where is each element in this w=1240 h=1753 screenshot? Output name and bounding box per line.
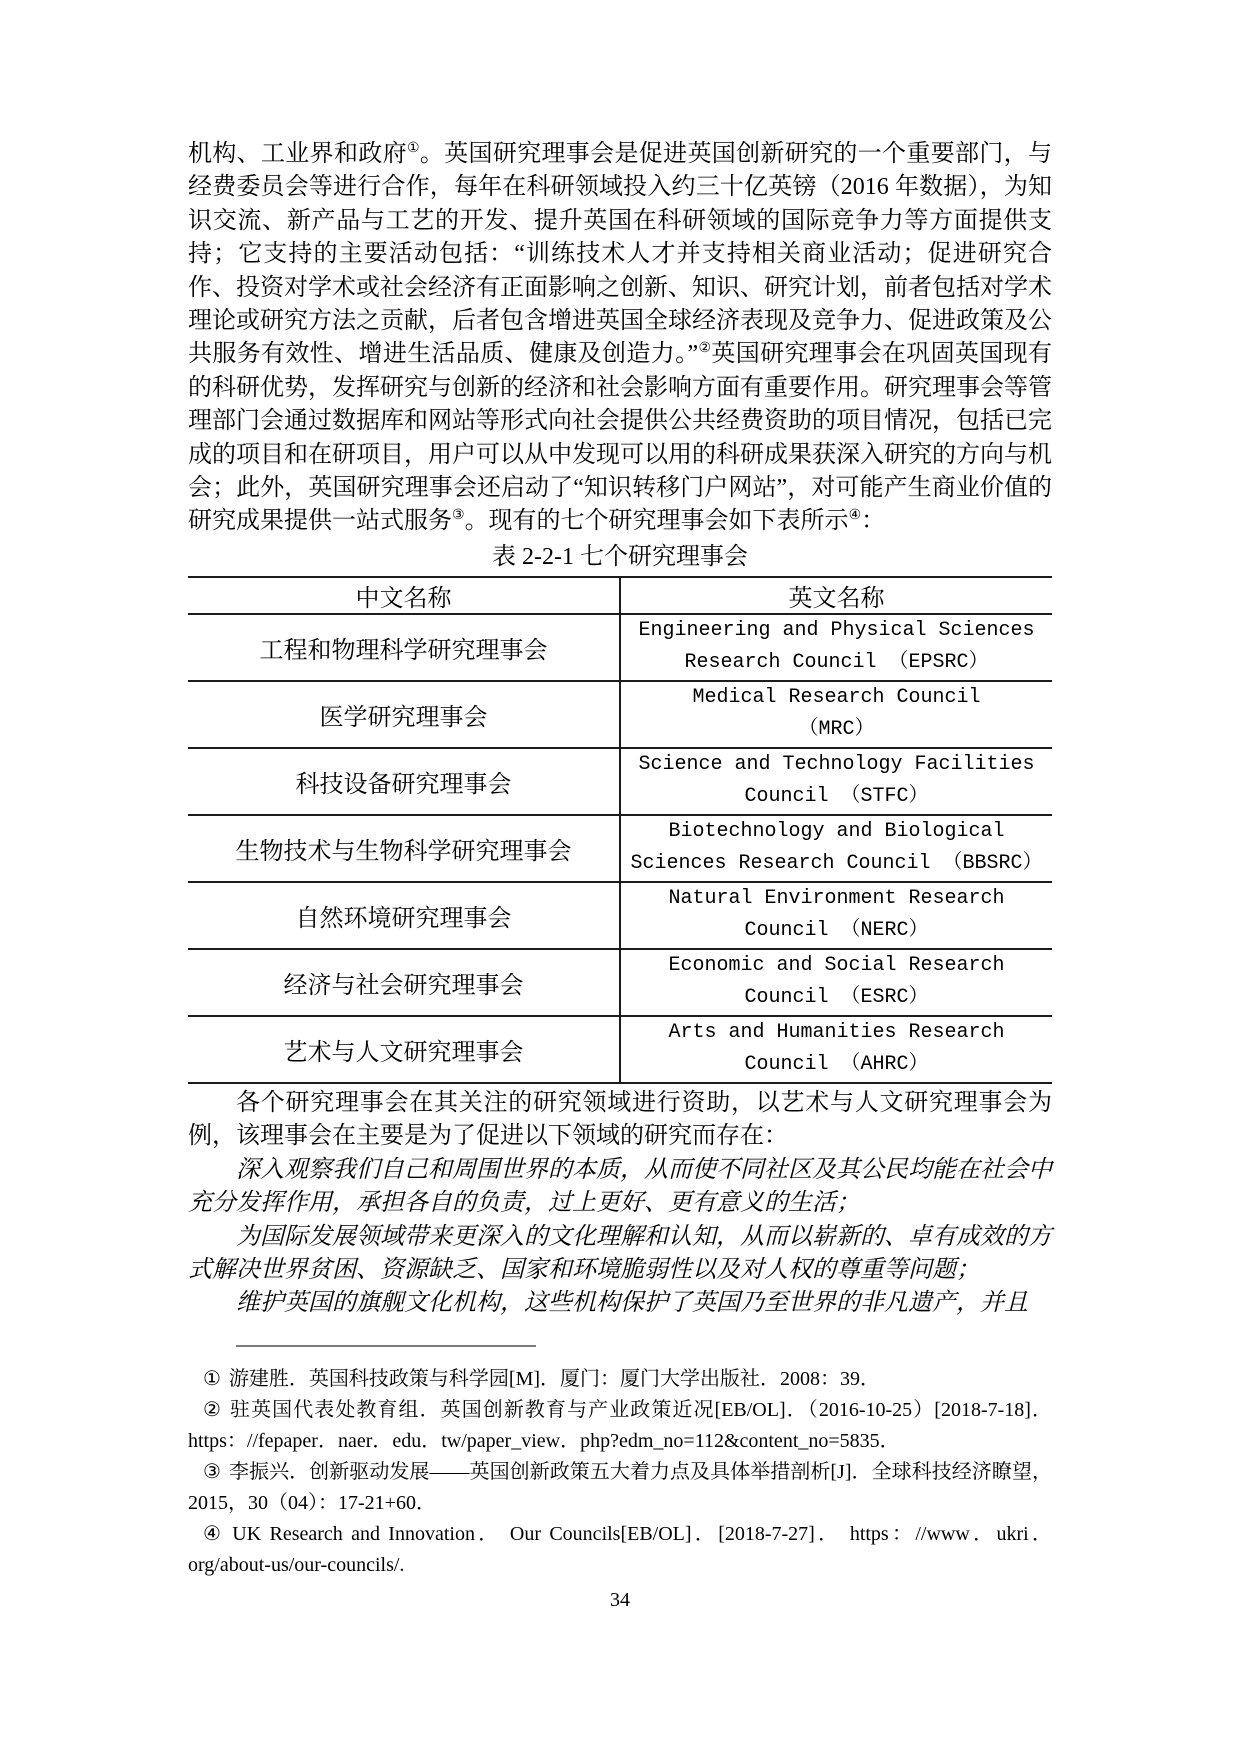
en-name-cell [620,815,1052,882]
en-name-cell [620,748,1052,815]
body-text-segment: 机构、工业界和政府 [188,141,407,167]
en-name-line: Science and Technology Facilities [638,753,1035,777]
table-row [188,681,1052,748]
page-number: 34 [610,1588,630,1611]
en-name-line: Medical Research Council [692,686,981,710]
en-name-cell [620,882,1052,949]
header-cell-en: 英文名称 [788,585,885,612]
en-name-line: Council （AHRC） [744,1053,929,1077]
en-name-cell [620,681,1052,748]
en-name-cell [620,949,1052,1016]
body-text-segment: ： [861,508,886,535]
footnote-ref-2: ② [698,341,712,357]
en-name-line: Research Council （EPSRC） [684,651,989,675]
footnote-marker: ④ [203,1522,225,1545]
en-name-line: Engineering and Physical Sciences [638,619,1035,643]
table-header-row [188,577,1052,614]
en-name-line: Arts and Humanities Research [668,1021,1005,1045]
en-name-line: Council （ESRC） [744,986,929,1010]
footnote-text: 游建胜．英国科技政策与科学园[M]．厦门：厦门大学出版社．2008：39． [228,1367,881,1390]
table-caption: 表 2-2-1 七个研究理事会 [492,543,748,570]
cn-name-cell: 艺术与人文研究理事会 [188,1016,620,1083]
body-text-paragraph [188,138,1052,539]
body-text-segment: 英国研究理事会在巩固英国现有的科研优势，发挥研究与创新的经济和社会影响方面有重要作用。研究理事会等管理部门会通过数据库和网站等形式向社会提供公共经费资助的项目情况，包括已完成的项目和在研项目，用户可以从中发现可以用的科研成果获深入研究的方向与机会；此外，英国研究理事会还启动了“知识转移门户网站”，对可能产生商业价值的研究成果提供一站式服务 [188,341,1052,535]
en-name-cell [620,614,1052,681]
en-name-cell [620,1016,1052,1083]
en-name-line: Economic and Social Research [668,954,1005,978]
en-name-line: Council （STFC） [744,785,929,809]
table-row [188,882,1052,949]
footnote-marker: ③ [203,1460,221,1483]
footnote-ref-3: ③ [452,508,465,524]
table-row [188,1016,1052,1083]
footnote-ref-1: ① [406,141,420,156]
cn-name-cell: 医学研究理事会 [188,681,620,748]
table-row [188,614,1052,681]
footnote-item-4 [188,1519,1052,1581]
en-name-line: Sciences Research Council （BBSRC） [630,852,1043,876]
table-row [188,949,1052,1016]
body-text-segment: 。现有的七个研究理事会如下表所示 [464,508,849,535]
footnote-separator [236,1345,536,1347]
research-councils-table [188,576,1052,1084]
header-cell-cn: 中文名称 [188,577,620,614]
cn-name-cell: 工程和物理科学研究理事会 [188,614,620,681]
page-content-column [188,138,1052,1612]
footnote-area [188,1345,1052,1581]
intro-paragraph: 各个研究理事会在其关注的研究领域进行资助，以艺术与人文研究理事会为例，该理事会在主要是为了促进以下领域的研究而存在： [188,1089,1052,1150]
footnote-ref-4: ④ [848,508,862,524]
cn-name-cell: 经济与社会研究理事会 [188,949,620,1016]
en-name-line: Council （NERC） [744,919,929,943]
footnote-text: 驻英国代表处教育组．英国创新教育与产业政策近况[EB/OL]．（2016-10-25）[2018-7-18]．https：//fepaper．naer．edu．tw/paper_view．php?edm_no=112&content_no=5835． [188,1398,1052,1452]
footnote-text: UK Research and Innovation． Our Councils[EB/OL]．[2018-7-27]． https：//www．ukri．org/about-us/our-councils/. [188,1522,1052,1576]
body-text-segment: 。英国研究理事会是促进英国创新研究的一个重要部门，与经费委员会等进行合作，每年在科研领域投入约三十亿英镑（2016 年数据），为知识交流、新产品与工艺的开发、提升英国在科研领域的国际竞争力等方面提供支持；它支持的主要活动包括：“训练技术人才并支持相关商业活动；促进研究合作、投资对学术或社会经济有正面影响之创新、知识、研究计划，前者包括对学术理论或研究方法之贡献，后者包含增进英国全球经济表现及竞争力、促进政策及公共服务有效性、增进生活品质、健康及创造力。” [188,141,1053,368]
table-row [188,748,1052,815]
quote-paragraph-2: 为国际发展领域带来更深入的文化理解和认知，从而以崭新的、卓有成效的方式解决世界贫困、资源缺乏、国家和环境脆弱性以及对人权的尊重等问题； [188,1223,1052,1283]
cn-name-cell: 科技设备研究理事会 [188,748,620,815]
footnote-list [188,1364,1052,1581]
table-row [188,815,1052,882]
cn-name-cell: 自然环境研究理事会 [188,882,620,949]
footnote-item-1 [188,1364,1052,1395]
en-name-line: Natural Environment Research [668,887,1005,911]
footnote-marker: ① [203,1367,221,1390]
quote-paragraph-3: 维护英国的旗舰文化机构，这些机构保护了英国乃至世界的非凡遗产，并且 [236,1290,1028,1317]
cn-name-cell: 生物技术与生物科学研究理事会 [188,815,620,882]
footnote-text: 李振兴．创新驱动发展——英国创新政策五大着力点及具体举措剖析[J]．全球科技经济瞭望，2015，30（04）：17-21+60． [188,1460,1052,1514]
footnote-marker: ② [203,1398,222,1421]
footnote-item-3 [188,1457,1052,1519]
en-name-line: （MRC） [798,718,875,742]
quote-paragraph-1: 深入观察我们自己和周围世界的本质，从而使不同社区及其公民均能在社会中充分发挥作用，承担各自的负责，过上更好、更有意义的生活； [188,1156,1052,1217]
footnote-item-2 [188,1395,1052,1457]
en-name-line: Biotechnology and Biological [668,820,1005,844]
